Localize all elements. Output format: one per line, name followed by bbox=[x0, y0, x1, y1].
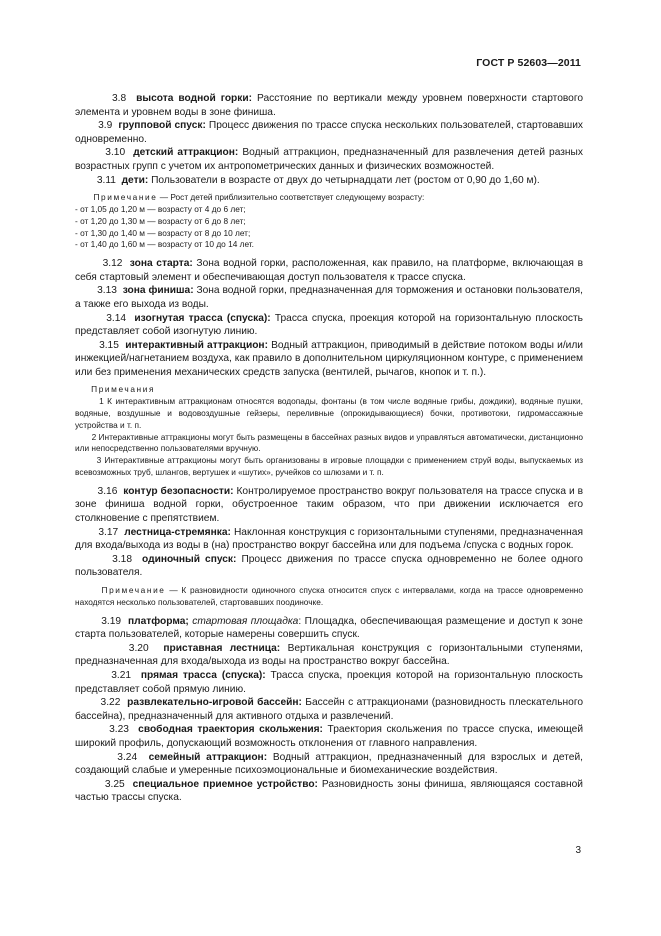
definition-3-21 bbox=[75, 669, 583, 696]
definition-term: зона старта: bbox=[129, 258, 193, 270]
definitions-group-4 bbox=[75, 642, 583, 805]
note-line-text: - от 1,30 до 1,40 м — возрасту от 8 до 10 лет; bbox=[75, 227, 251, 238]
definition-3-19 bbox=[75, 615, 583, 642]
definition-number: 3.14 bbox=[106, 312, 127, 324]
definition-3-11 bbox=[75, 174, 583, 188]
definition-3-24 bbox=[75, 751, 583, 778]
definition-term: детский аттракцион: bbox=[133, 147, 239, 159]
note-text: — Рост детей приблизительно соответствует следующему возрасту: bbox=[157, 192, 425, 203]
note-line bbox=[75, 228, 583, 240]
definitions-group-3 bbox=[75, 485, 583, 580]
note-line-text: - от 1,05 до 1,20 м — возрасту от 4 до 6 лет; bbox=[75, 203, 246, 214]
definitions-group-2 bbox=[75, 257, 583, 379]
definition-term: семейный аттракцион: bbox=[148, 751, 268, 763]
definition-3-23 bbox=[75, 723, 583, 750]
definition-term: свободная траектория скольжения: bbox=[138, 724, 323, 736]
note-line bbox=[75, 396, 583, 431]
note-line-text: - от 1,40 до 1,60 м — возрасту от 10 до 14 лет. bbox=[75, 239, 254, 250]
note-line-text: - от 1,20 до 1,30 м — возрасту от 6 до 8 лет; bbox=[75, 215, 246, 226]
definition-text: Водный аттракцион, приводимый в действие потоком воды и/или инжекцией/нагнетанием воздуха, как правило в дополнительном циркуляционном контуре, с применением или без применения механических средств запуска (вентилей, рычагов, кнопок и т. п.). bbox=[75, 339, 583, 378]
note-3-11 bbox=[75, 192, 583, 251]
note-3-18-text bbox=[75, 585, 583, 609]
definition-text: Трасса спуска, проекция которой на горизонтальную плоскость представляет собой прямую линию. bbox=[75, 669, 583, 695]
definition-text: Наклонная конструкция с горизонтальными ступенями, предназначенная для входа/выхода из воды в (на) пространство вокруг бассейна или для подъема /спуска с водных горок. bbox=[75, 526, 583, 552]
definition-number: 3.20 bbox=[128, 642, 149, 654]
definition-number: 3.15 bbox=[99, 339, 119, 351]
note-3-11-intro bbox=[75, 192, 583, 204]
definition-3-9 bbox=[75, 119, 583, 146]
definition-number: 3.13 bbox=[97, 285, 117, 297]
definition-number: 3.16 bbox=[97, 485, 118, 497]
definition-3-16 bbox=[75, 485, 583, 526]
definition-text: Траектория скольжения по трассе спуска, имеющей широкий профиль, допускающий возможность отклонения от главного направления. bbox=[75, 724, 584, 749]
note-3-18 bbox=[75, 585, 583, 609]
note-line bbox=[75, 432, 583, 456]
definition-text: Разновидность зоны финиша, являющаяся составной частью трассы спуска. bbox=[75, 778, 583, 804]
definition-3-14 bbox=[75, 312, 583, 339]
document-body bbox=[75, 92, 583, 805]
definition-term: групповой спуск: bbox=[118, 120, 206, 132]
definition-3-18 bbox=[75, 553, 583, 580]
definition-term: зона финиша: bbox=[122, 285, 194, 297]
definition-number: 3.25 bbox=[104, 778, 125, 790]
definition-3-17 bbox=[75, 526, 583, 553]
definition-text: Бассейн с аттракционами (разновидность плескательного бассейна), предназначенный для активного отдыха и развлечений. bbox=[75, 697, 583, 722]
note-line bbox=[75, 239, 583, 251]
definition-text: Вертикальная конструкция с горизонтальными ступенями, предназначенная для входа/выхода из воды на пространство вокруг бассейна. bbox=[75, 642, 583, 668]
note-text: — К разновидности одиночного спуска относится спуск с интервалами, когда на трассе одновременно находятся несколько пользователей, стартовавших поодиночке. bbox=[75, 585, 583, 607]
definition-number: 3.8 bbox=[111, 93, 127, 104]
definition-3-10 bbox=[75, 146, 583, 173]
definition-number: 3.18 bbox=[112, 553, 132, 565]
definition-3-12 bbox=[75, 257, 583, 284]
note-line-text: 1 К интерактивным аттракционам относятся водопады, фонтаны (в том числе водяные грибы, дождики), водяные пушки, водяные, воздушные и водовоздушные гейзеры, переливные (опрокидывающиеся) бочки, противотоки, гидромассажные устройства и т. п. bbox=[75, 396, 583, 430]
definition-term: специальное приемное устройство: bbox=[132, 778, 318, 790]
note-line bbox=[75, 216, 583, 228]
definition-text: Пользователи в возрасте от двух до четырнадцати лет (ростом от 0,90 до 1,60 м). bbox=[148, 174, 540, 186]
definition-text: : Площадка, обеспечивающая размещение и доступ к зоне старта пользователей, которые намерены совершить спуск. bbox=[75, 615, 583, 641]
definition-number: 3.12 bbox=[102, 258, 123, 270]
document-id: ГОСТ Р 52603—2011 bbox=[476, 57, 581, 69]
definition-number: 3.9 bbox=[98, 120, 113, 132]
definition-number: 3.11 bbox=[96, 174, 116, 186]
definition-text: Контролируемое пространство вокруг пользователя на трассе спуска и в зоне финиша водной горки, обустроенное таким образом, что при движении исключается его столкновение с препятствием. bbox=[75, 485, 583, 525]
definition-text: Зона водной горки, предназначенная для торможения и остановки пользователя, а также его выхода из воды. bbox=[75, 285, 583, 310]
note-line bbox=[75, 204, 583, 216]
note-line-text: 2 Интерактивные аттракционы могут быть размещены в бассейнах разных видов и управляться автоматически, дистанционно или непосредственно пользователями вручную. bbox=[75, 431, 583, 454]
definition-3-22 bbox=[75, 696, 583, 723]
definition-term: приставная лестница: bbox=[163, 642, 281, 654]
definition-text: Процесс движения по трассе спуска нескольких пользователей, стартовавших одновременно. bbox=[75, 120, 583, 145]
note-lead: Примечание bbox=[93, 192, 158, 203]
definitions-group-1 bbox=[75, 92, 583, 187]
note-3-11-lines bbox=[75, 204, 583, 251]
definition-text: Водный аттракцион, предназначенный для взрослых и детей, создающий слабые и умеренные психоэмоциональные и биомеханические воздействия. bbox=[75, 751, 583, 777]
definition-3-8 bbox=[75, 92, 583, 119]
definition-text: Расстояние по вертикали между уровнем поверхности стартового элемента и уровнем воды в зоне финиша. bbox=[75, 93, 583, 118]
note-3-15-lines bbox=[75, 396, 583, 479]
definition-number: 3.22 bbox=[100, 697, 121, 709]
definition-term: изогнутая трасса (спуска): bbox=[134, 312, 271, 324]
definition-term: платформа; bbox=[127, 615, 189, 627]
definition-number: 3.17 bbox=[98, 526, 119, 538]
definition-text: Зона водной горки, расположенная, как правило, на платформе, включающая в себя стартовый элемент и обеспечивающая доступ пользователя к трассе спуска. bbox=[75, 258, 583, 283]
definition-number: 3.19 bbox=[101, 615, 122, 627]
definition-term: высота водной горки: bbox=[136, 93, 253, 104]
note-3-15-lead bbox=[75, 384, 583, 396]
definition-term: прямая трасса (спуска): bbox=[140, 669, 266, 681]
definition-term: одиночный спуск: bbox=[142, 553, 237, 565]
definition-number: 3.21 bbox=[111, 669, 132, 681]
note-line bbox=[75, 455, 583, 479]
note-lead: Примечание bbox=[101, 585, 166, 596]
definition-term: лестница-стремянка: bbox=[124, 526, 231, 538]
definition-3-15 bbox=[75, 339, 583, 380]
definition-text: Трасса спуска, проекция которой на горизонтальную плоскость представляет собой изогнутую линию. bbox=[75, 312, 583, 338]
definition-term: интерактивный аттракцион: bbox=[125, 339, 268, 351]
definition-3-20 bbox=[75, 642, 583, 669]
note-lead: Примечания bbox=[91, 384, 156, 395]
definition-term: дети: bbox=[121, 174, 149, 186]
page-number: 3 bbox=[575, 845, 581, 856]
definition-term: контур безопасности: bbox=[123, 485, 234, 497]
definition-text: Водный аттракцион, предназначенный для развлечения детей разных возрастных групп с учетом их антропометрических данных и физических возможностей. bbox=[75, 147, 583, 172]
note-line-text: 3 Интерактивные аттракционы могут быть организованы в игровые площадки с применением струй воды, выпускаемых из всевозможных труб, шлангов, вертушек и «шутих», ручейков со шлюзами и т. п. bbox=[75, 455, 583, 478]
definition-number: 3.23 bbox=[109, 724, 129, 736]
note-3-15 bbox=[75, 384, 583, 478]
definition-3-25 bbox=[75, 778, 583, 805]
definition-number: 3.10 bbox=[105, 147, 126, 159]
definition-term: развлекательно-игровой бассейн: bbox=[127, 697, 302, 709]
definition-text: Процесс движения по трассе спуска одновременно не более одного пользователя. bbox=[75, 553, 583, 579]
definition-number: 3.24 bbox=[117, 751, 138, 763]
definition-3-13 bbox=[75, 284, 583, 311]
definition-alt-term: стартовая площадка bbox=[192, 615, 299, 627]
